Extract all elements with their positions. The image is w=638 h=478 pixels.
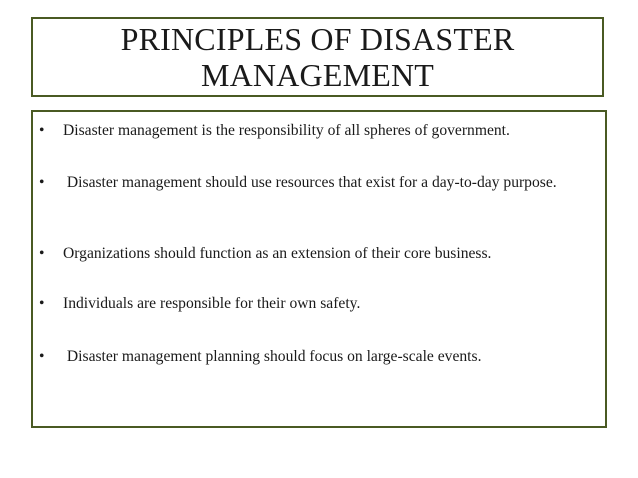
- bullet-text: Organizations should function as an extension of their core business.: [63, 245, 492, 262]
- slide-title: PRINCIPLES OF DISASTER MANAGEMENT: [120, 21, 515, 93]
- bullet-text: Individuals are responsible for their own safety.: [63, 295, 361, 312]
- bullet-text: Disaster management is the responsibility of all spheres of government.: [63, 122, 510, 139]
- bullet-text: Disaster management should use resources that exist for a day-to-day purpose.: [63, 174, 557, 191]
- bullet-point-icon: •: [39, 295, 45, 312]
- bullet-text: Disaster management planning should focus on large-scale events.: [63, 348, 482, 365]
- bullet-point-icon: •: [39, 245, 45, 262]
- content-box: [31, 110, 607, 428]
- bullet-point-icon: •: [39, 348, 45, 365]
- bullet-point-icon: •: [39, 122, 45, 139]
- title-box: [31, 17, 604, 97]
- bullet-point-icon: •: [39, 174, 45, 191]
